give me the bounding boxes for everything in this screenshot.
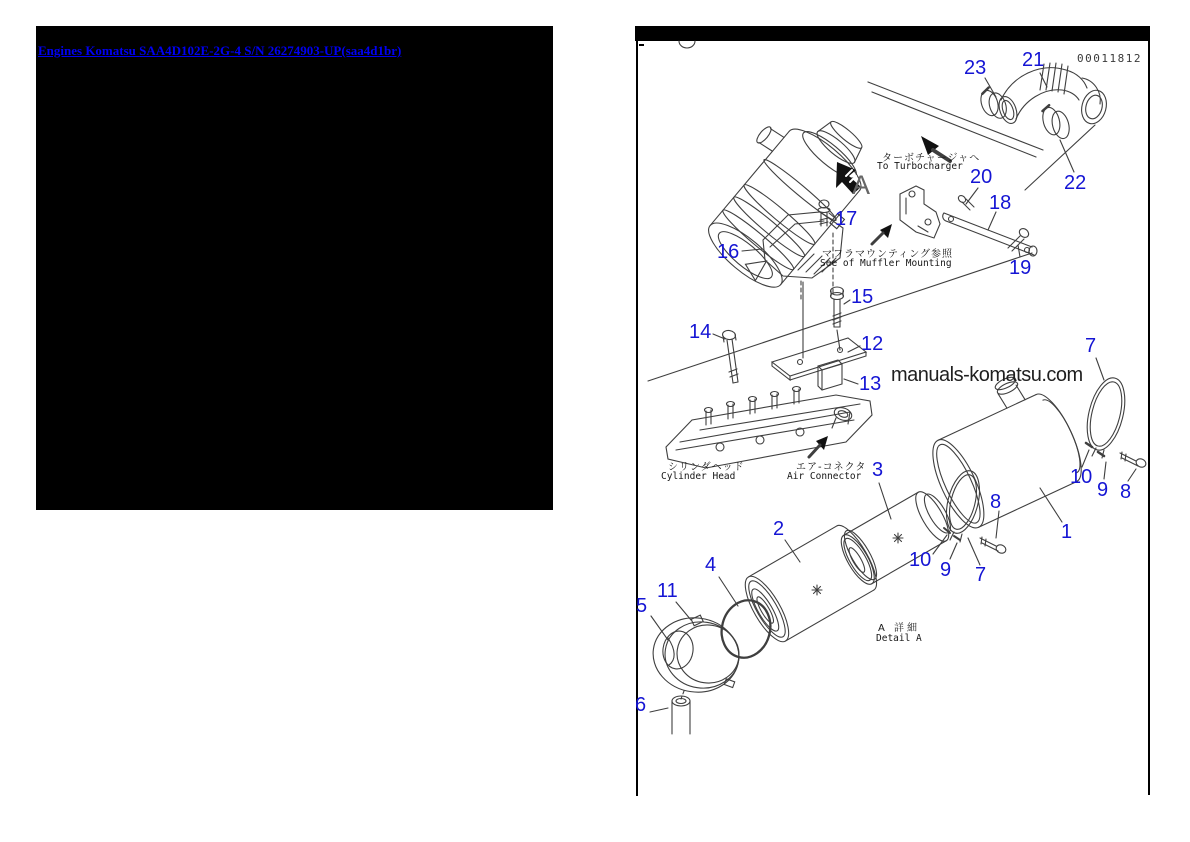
filter-2-mark (812, 585, 822, 595)
label-detail-a-en: Detail A (876, 633, 922, 644)
callout-17[interactable]: 17 (835, 208, 858, 230)
callout-11[interactable]: 11 (657, 580, 678, 602)
label-cylinder-head-en: Cylinder Head (661, 471, 736, 482)
callout-18[interactable]: 18 (989, 192, 1012, 214)
callout-20[interactable]: 20 (970, 166, 993, 188)
topbar-notch (679, 41, 695, 48)
callout-8b[interactable]: 8 (990, 491, 1002, 513)
label-detail-a-jp: A 詳細 (878, 623, 921, 634)
callout-21[interactable]: 21 (1022, 49, 1045, 71)
end-cap-art (648, 612, 743, 699)
bolt-14-art (722, 330, 738, 383)
callout-23[interactable]: 23 (964, 57, 987, 79)
label-air-connector-en: Air Connector (787, 471, 862, 482)
watermark: manuals-komatsu.com (891, 364, 1083, 386)
dust-valve-art (672, 696, 690, 734)
label-cylinder-head-jp: シリンダヘッド (668, 462, 745, 473)
clamp-23-art (977, 84, 1009, 122)
label-turbocharger-en: To Turbocharger (877, 161, 963, 172)
cylinder-head-art (666, 387, 872, 469)
callout-5[interactable]: 5 (636, 595, 648, 617)
label-air-connector-jp: エア-コネクタ (796, 462, 867, 473)
callout-14[interactable]: 14 (689, 321, 712, 343)
callout-12[interactable]: 12 (861, 333, 884, 355)
callout-4[interactable]: 4 (705, 554, 717, 576)
callout-22[interactable]: 22 (1064, 172, 1087, 194)
callout-7a[interactable]: 7 (1085, 335, 1097, 357)
callout-16[interactable]: 16 (717, 241, 740, 263)
callout-7b[interactable]: 7 (975, 564, 987, 586)
mounting-bracket-art (872, 186, 940, 244)
callout-15[interactable]: 15 (851, 286, 874, 308)
callout-1[interactable]: 1 (1061, 521, 1073, 543)
plate-12-art (772, 338, 866, 380)
filter-3-mark (893, 533, 903, 543)
callout-9b[interactable]: 9 (940, 559, 952, 581)
label-muffler-jp: マフラマウンティング参照 (822, 249, 953, 260)
view-a-marker: A (852, 170, 871, 200)
callout-10a[interactable]: 10 (1070, 466, 1093, 488)
figure-number: 00011812 (1077, 52, 1142, 65)
callout-2[interactable]: 2 (773, 518, 785, 540)
clamp-22-art (1039, 102, 1071, 143)
callout-19[interactable]: 19 (1009, 257, 1032, 279)
label-muffler-en: See of Muffler Mounting (820, 258, 952, 269)
bolt-17-art (818, 200, 830, 226)
label-turbocharger-jp: ターボチャージャへ (882, 153, 981, 164)
band-clamp-right-art (1081, 374, 1148, 469)
callout-9a[interactable]: 9 (1097, 479, 1109, 501)
callout-6[interactable]: 6 (635, 694, 647, 716)
engine-model-link-prefix[interactable]: Engines Komatsu (38, 43, 140, 58)
callout-10b[interactable]: 10 (909, 549, 932, 571)
callout-8a[interactable]: 8 (1120, 481, 1132, 503)
callout-3[interactable]: 3 (872, 459, 884, 481)
filter-element-art (737, 518, 887, 647)
callout-13[interactable]: 13 (859, 373, 882, 395)
engine-model-link-model[interactable]: SAA4D102E-2G-4 S/N 26274903-UP(saa4d1br) (139, 43, 402, 58)
